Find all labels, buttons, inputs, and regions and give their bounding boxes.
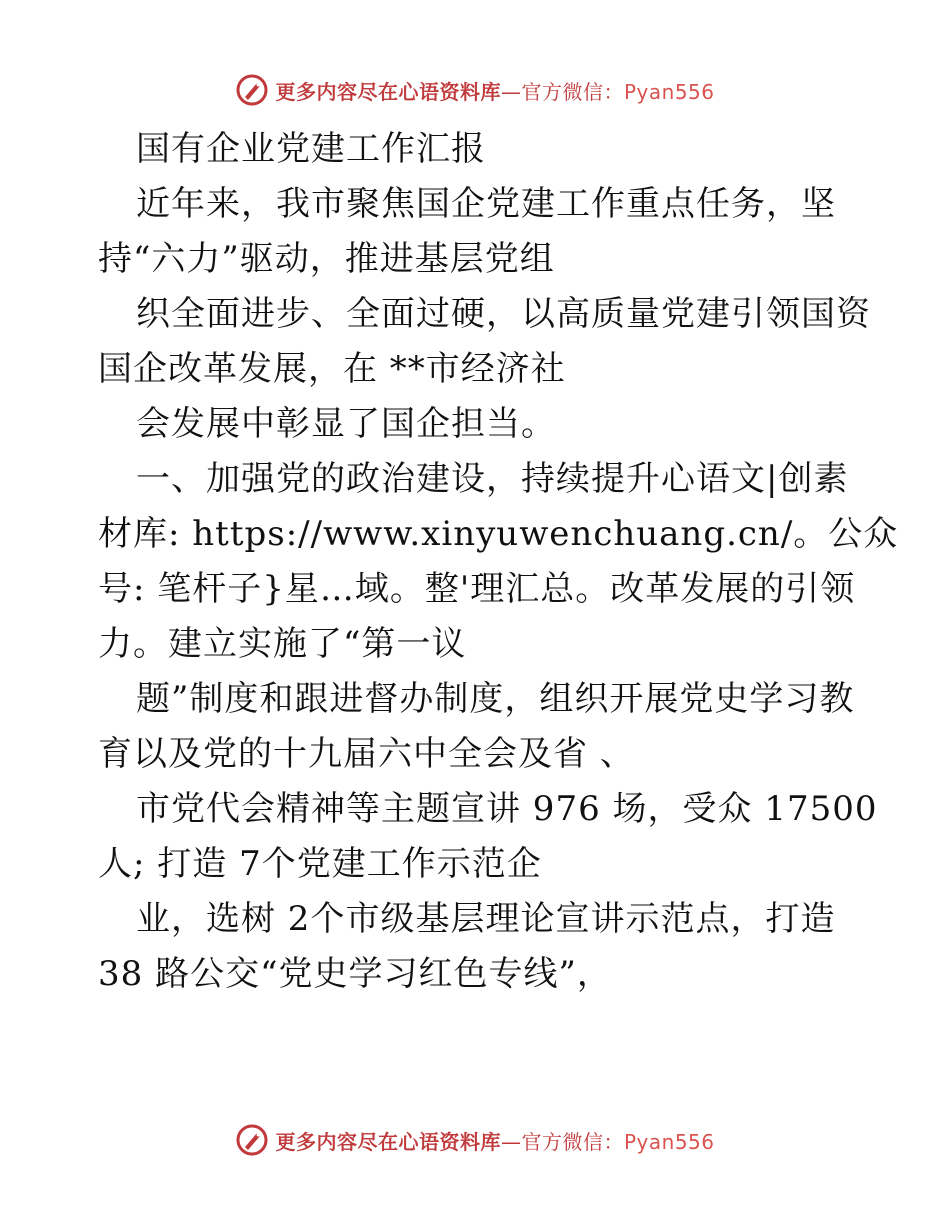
watermark-main: 更多内容尽在心语资料库 <box>275 79 501 104</box>
watermark-footer <box>0 1120 950 1160</box>
paragraph-line: 育以及党的十九届六中全会及省 、 <box>98 734 635 774</box>
watermark-header <box>0 70 950 110</box>
watermark-text <box>275 1126 714 1155</box>
paragraph-line: 会发展中彰显了国企担当。 <box>136 404 556 444</box>
paragraph-line: 市党代会精神等主题宣讲 976 场，受众 17500 <box>136 789 878 829</box>
paragraph-line: 力。建立实施了“第一议 <box>98 624 467 664</box>
watermark-inner <box>235 73 714 107</box>
watermark-text <box>275 76 714 105</box>
paragraph-line: 号: 笔杆子}星…域。整'理汇总。改革发展的引领 <box>98 569 856 609</box>
watermark-separator: — <box>500 1129 522 1154</box>
pen-nib-icon <box>235 1123 269 1157</box>
paragraph-line: 近年来，我市聚焦国企党建工作重点任务，坚 <box>136 184 836 224</box>
document-body <box>98 122 899 1002</box>
pen-nib-icon <box>235 73 269 107</box>
watermark-wechat-label: 官方微信： <box>521 79 624 104</box>
paragraph-line: 题”制度和跟进督办制度，组织开展党史学习教 <box>136 679 855 719</box>
section-heading-line: 一、加强党的政治建设，持续提升心语文|创素 <box>136 459 849 499</box>
paragraph-line: 人; 打造 7个党建工作示范企 <box>98 844 542 884</box>
watermark-wechat-id: Pyan556 <box>623 79 715 104</box>
paragraph-line: 材库: https://www.xinyuwenchuang.cn/。公众 <box>98 514 899 554</box>
watermark-inner <box>235 1123 714 1157</box>
watermark-wechat-label: 官方微信： <box>521 1129 624 1154</box>
paragraph-line: 持“六力”驱动，推进基层党组 <box>98 239 555 279</box>
paragraph-line: 38 路公交“党史学习红色专线”， <box>98 954 612 994</box>
paragraph-line: 国企改革发展，在 **市经济社 <box>98 349 566 389</box>
paragraph-line: 织全面进步、全面过硬，以高质量党建引领国资 <box>136 294 871 334</box>
watermark-main: 更多内容尽在心语资料库 <box>275 1129 501 1154</box>
document-title: 国有企业党建工作汇报 <box>136 129 486 169</box>
watermark-separator: — <box>500 79 522 104</box>
watermark-wechat-id: Pyan556 <box>623 1129 715 1154</box>
paragraph-line: 业，选树 2个市级基层理论宣讲示范点，打造 <box>136 899 836 939</box>
